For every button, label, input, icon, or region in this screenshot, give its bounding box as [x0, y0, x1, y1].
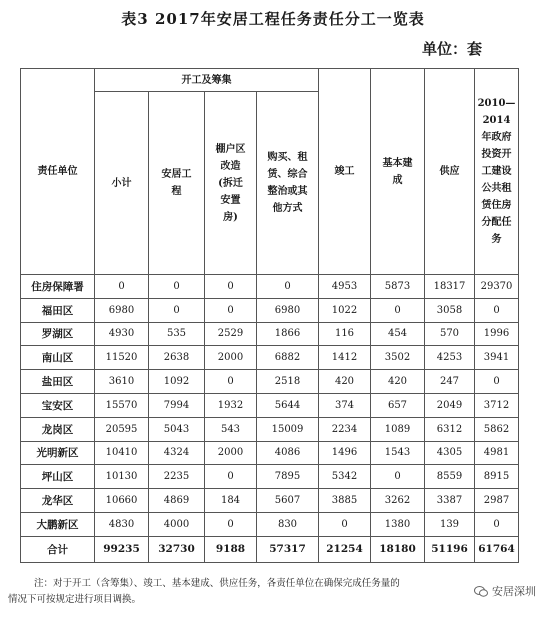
total-label: 合计: [21, 536, 95, 562]
table-cell: 15009: [257, 417, 319, 441]
table-row: [21, 417, 519, 441]
watermark: [474, 583, 536, 599]
row-unit-name: 南山区: [21, 346, 95, 370]
table-cell: 454: [371, 322, 425, 346]
table-cell: 3262: [371, 489, 425, 513]
table-cell: 2518: [257, 370, 319, 394]
table-cell: 6882: [257, 346, 319, 370]
table-cell: 4086: [257, 441, 319, 465]
table-cell: 6980: [95, 298, 149, 322]
table-row: [21, 322, 519, 346]
wechat-icon: [474, 586, 488, 597]
table-cell: 3387: [425, 489, 475, 513]
table-cell: 420: [319, 370, 371, 394]
table-cell: 10410: [95, 441, 149, 465]
table-cell: 0: [475, 370, 519, 394]
table-cell: 1412: [319, 346, 371, 370]
table-cell: 29370: [475, 275, 519, 299]
table-cell: 657: [371, 393, 425, 417]
table-cell: 5644: [257, 393, 319, 417]
table-cell: 3941: [475, 346, 519, 370]
table-cell: 0: [205, 298, 257, 322]
table-cell: 5862: [475, 417, 519, 441]
table-cell: 116: [319, 322, 371, 346]
total-row: [21, 536, 519, 562]
table-cell: 1496: [319, 441, 371, 465]
table-cell: 0: [475, 512, 519, 536]
table-cell: 6980: [257, 298, 319, 322]
total-cell: 57317: [257, 536, 319, 562]
table-cell: 1996: [475, 322, 519, 346]
table-cell: 0: [371, 465, 425, 489]
table-cell: 0: [205, 275, 257, 299]
table-cell: 3610: [95, 370, 149, 394]
table-cell: 0: [371, 298, 425, 322]
table-cell: 6312: [425, 417, 475, 441]
footnote: [8, 576, 504, 608]
header-fenpei: 2010— 2014 年政府 投资开 工建设 公共租 赁住房 分配任 务: [475, 69, 519, 275]
table-cell: 3712: [475, 393, 519, 417]
table-row: [21, 370, 519, 394]
table-cell: 15570: [95, 393, 149, 417]
row-unit-name: 光明新区: [21, 441, 95, 465]
header-jungong: 竣工: [319, 69, 371, 275]
total-cell: 99235: [95, 536, 149, 562]
total-cell: 9188: [205, 536, 257, 562]
table-cell: 4000: [149, 512, 205, 536]
header-xiaoji: 小计: [95, 92, 149, 275]
table-cell: 2000: [205, 441, 257, 465]
table-cell: 1089: [371, 417, 425, 441]
header-jiben: 基本建 成: [371, 69, 425, 275]
header-penghu: 棚户区 改造 (拆迁 安置 房): [205, 92, 257, 275]
table-cell: 2234: [319, 417, 371, 441]
table-cell: 4953: [319, 275, 371, 299]
table-cell: 0: [205, 370, 257, 394]
table-cell: 8915: [475, 465, 519, 489]
footnote-line-1: 注：对于开工（含筹集）、竣工、基本建成、供应任务，各责任单位在确保完成任务量的: [34, 578, 400, 589]
table-row: [21, 393, 519, 417]
table-cell: 3885: [319, 489, 371, 513]
total-cell: 51196: [425, 536, 475, 562]
row-unit-name: 大鹏新区: [21, 512, 95, 536]
row-unit-name: 龙岗区: [21, 417, 95, 441]
table-cell: 2049: [425, 393, 475, 417]
table-cell: 4830: [95, 512, 149, 536]
table-cell: 247: [425, 370, 475, 394]
header-goumai: 购买、租 赁、综合 整治或其 他方式: [257, 92, 319, 275]
table-cell: 5342: [319, 465, 371, 489]
table-row: [21, 512, 519, 536]
table-cell: 4305: [425, 441, 475, 465]
table-cell: 4324: [149, 441, 205, 465]
table-cell: 4253: [425, 346, 475, 370]
header-gongying: 供应: [425, 69, 475, 275]
table-cell: 1866: [257, 322, 319, 346]
table-cell: 11520: [95, 346, 149, 370]
table-cell: 420: [371, 370, 425, 394]
table-cell: 139: [425, 512, 475, 536]
row-unit-name: 盐田区: [21, 370, 95, 394]
row-unit-name: 龙华区: [21, 489, 95, 513]
table-cell: 1022: [319, 298, 371, 322]
row-unit-name: 住房保障署: [21, 275, 95, 299]
table-row: [21, 441, 519, 465]
header-responsible-unit: 责任单位: [21, 69, 95, 275]
table-cell: 0: [475, 298, 519, 322]
table-cell: 2000: [205, 346, 257, 370]
table-cell: 0: [149, 298, 205, 322]
table-cell: 10660: [95, 489, 149, 513]
table-cell: 2638: [149, 346, 205, 370]
table-cell: 10130: [95, 465, 149, 489]
table-cell: 5873: [371, 275, 425, 299]
watermark-text: 安居深圳: [492, 585, 536, 598]
table-cell: 535: [149, 322, 205, 346]
row-unit-name: 坪山区: [21, 465, 95, 489]
table-title: 表3 2017年安居工程任务责任分工一览表: [121, 10, 425, 28]
table-cell: 20595: [95, 417, 149, 441]
total-cell: 32730: [149, 536, 205, 562]
table-cell: 1932: [205, 393, 257, 417]
table-row: [21, 275, 519, 299]
total-cell: 21254: [319, 536, 371, 562]
header-group-kaigong: 开工及筹集: [95, 69, 319, 92]
row-unit-name: 福田区: [21, 298, 95, 322]
header-row-top: [21, 69, 519, 92]
table-cell: 830: [257, 512, 319, 536]
table-row: [21, 346, 519, 370]
table-cell: 2987: [475, 489, 519, 513]
table-body: [21, 275, 519, 563]
footnote-line-2: 情况下可按规定进行项目调换。: [8, 594, 142, 605]
task-table: [20, 68, 519, 563]
table-cell: 18317: [425, 275, 475, 299]
table-cell: 374: [319, 393, 371, 417]
table-cell: 7994: [149, 393, 205, 417]
table-cell: 5043: [149, 417, 205, 441]
table-cell: 0: [257, 275, 319, 299]
table-cell: 3502: [371, 346, 425, 370]
table-cell: 184: [205, 489, 257, 513]
table-cell: 0: [205, 512, 257, 536]
table-cell: 4869: [149, 489, 205, 513]
table-cell: 3058: [425, 298, 475, 322]
header-anju: 安居工 程: [149, 92, 205, 275]
table-cell: 570: [425, 322, 475, 346]
row-unit-name: 罗湖区: [21, 322, 95, 346]
table-cell: 0: [149, 275, 205, 299]
table-cell: 2235: [149, 465, 205, 489]
table-row: [21, 489, 519, 513]
table-cell: 1543: [371, 441, 425, 465]
table-cell: 1092: [149, 370, 205, 394]
table-cell: 543: [205, 417, 257, 441]
table-cell: 8559: [425, 465, 475, 489]
unit-label: 单位：套: [421, 40, 482, 58]
table-cell: 5607: [257, 489, 319, 513]
table-cell: 1380: [371, 512, 425, 536]
table-row: [21, 298, 519, 322]
table-row: [21, 465, 519, 489]
table-cell: 7895: [257, 465, 319, 489]
table-cell: 4981: [475, 441, 519, 465]
total-cell: 18180: [371, 536, 425, 562]
table-cell: 0: [205, 465, 257, 489]
row-unit-name: 宝安区: [21, 393, 95, 417]
table-cell: 0: [319, 512, 371, 536]
table-cell: 4930: [95, 322, 149, 346]
table-cell: 2529: [205, 322, 257, 346]
table-cell: 0: [95, 275, 149, 299]
total-cell: 61764: [475, 536, 519, 562]
